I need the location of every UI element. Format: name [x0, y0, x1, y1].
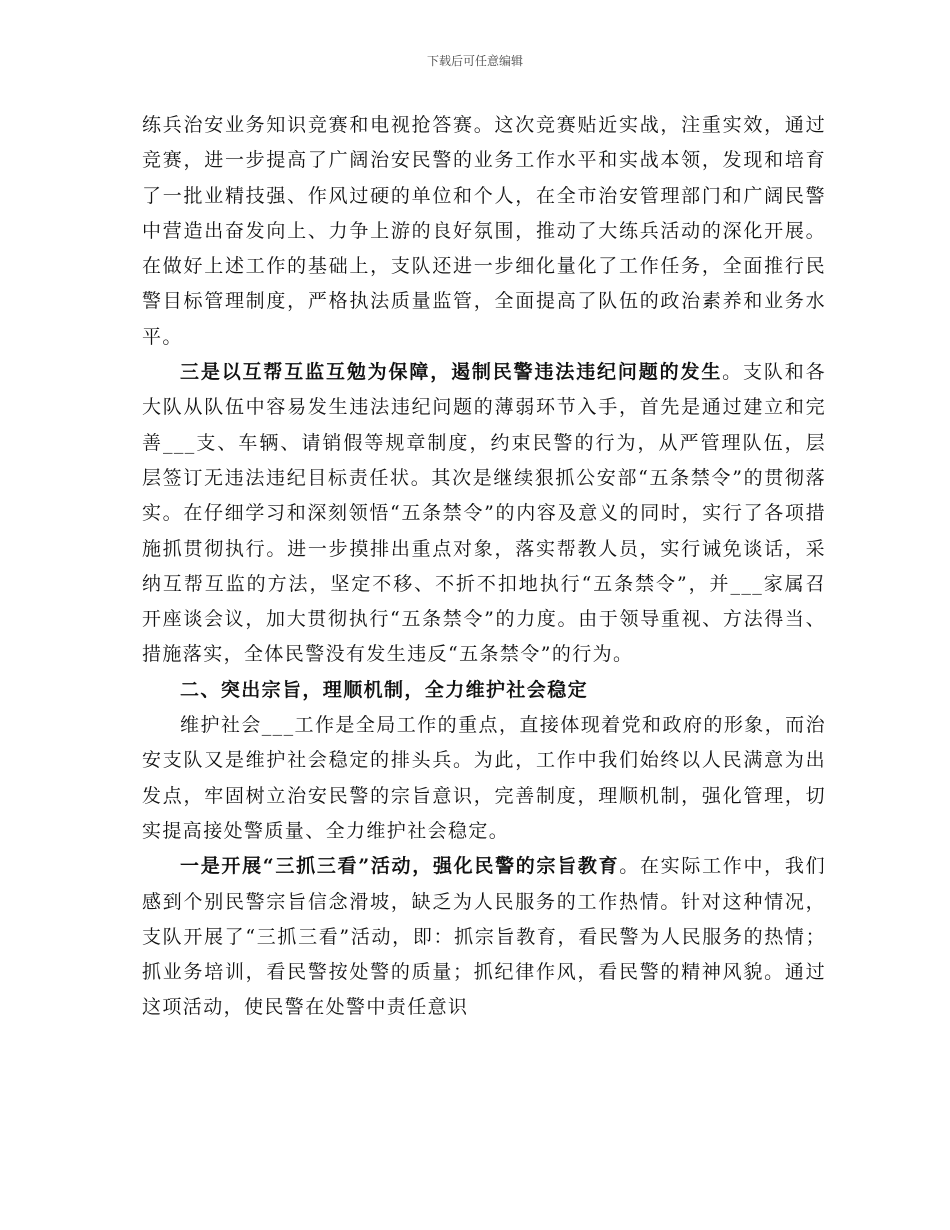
paragraph-three-grasps — [142, 849, 826, 1025]
paragraph-lead-heading: 三是以互帮互监互勉为保障，遏制民警违法违纪问题的发生 — [180, 361, 723, 384]
page-header: 下载后可任意编辑 — [426, 54, 523, 68]
paragraph-discipline — [142, 355, 826, 673]
paragraph-body-text: 。在实际工作中，我们感到个别民警宗旨信念滑坡，缺乏为人民服务的工作热情。针对这种情况，支队开展了“三抓三看”活动，即：抓宗旨教育，看民警为人民服务的热情；抓业务培训，看民警按处警的质量；抓纪律作风，看民警的精神风貌。通过这项活动，使民警在处警中责任意识 — [142, 855, 826, 1019]
paragraph-lead-heading: 一是开展“三抓三看”活动，强化民警的宗旨教育 — [180, 855, 620, 878]
paragraph-body-text: 。支队和各大队从队伍中容易发生违法违纪问题的薄弱环节入手，首先是通过建立和完善___支、车辆、请销假等规章制度，约束民警的行为，从严管理队伍，层层签订无违法违纪目标责任状。其次是继续狠抓公安部“五条禁令”的贯彻落实。在仔细学习和深刻领悟“五条禁令”的内容及意义的同时，实行了各项措施抓贯彻执行。进一步摸排出重点对象，落实帮教人员，实行诫免谈话，采纳互帮互监的方法，坚定不移、不折不扣地执行“五条禁令”，并___家属召开座谈会议，加大贯彻执行“五条禁令”的力度。由于领导重视、方法得当、措施落实，全体民警没有发生违反“五条禁令”的行为。 — [142, 361, 826, 666]
paragraph-continuation: 练兵治安业务知识竞赛和电视抢答赛。这次竞赛贴近实战，注重实效，通过竞赛，进一步提高了广阔治安民警的业务工作水平和实战本领，发现和培育了一批业精技强、作风过硬的单位和个人，在全市治安管理部门和广阔民警中营造出奋发向上、力争上游的良好氛围，推动了大练兵活动的深化开展。在做好上述工作的基础上，支队还进一步细化量化了工作任务，全面推行民警目标管理制度，严格执法质量监管，全面提高了队伍的政治素养和业务水平。 — [142, 114, 826, 348]
document-body — [142, 108, 826, 1026]
section-heading: 二、突出宗旨，理顺机制，全力维护社会稳定 — [180, 678, 589, 701]
paragraph-stability: 维护社会___工作是全局工作的重点，直接体现着党和政府的形象，而治安支队又是维护社会稳定的排头兵。为此，工作中我们始终以人民满意为出发点，牢固树立治安民警的宗旨意识，完善制度，理顺机制，强化管理，切实提高接处警质量、全力维护社会稳定。 — [142, 714, 826, 842]
